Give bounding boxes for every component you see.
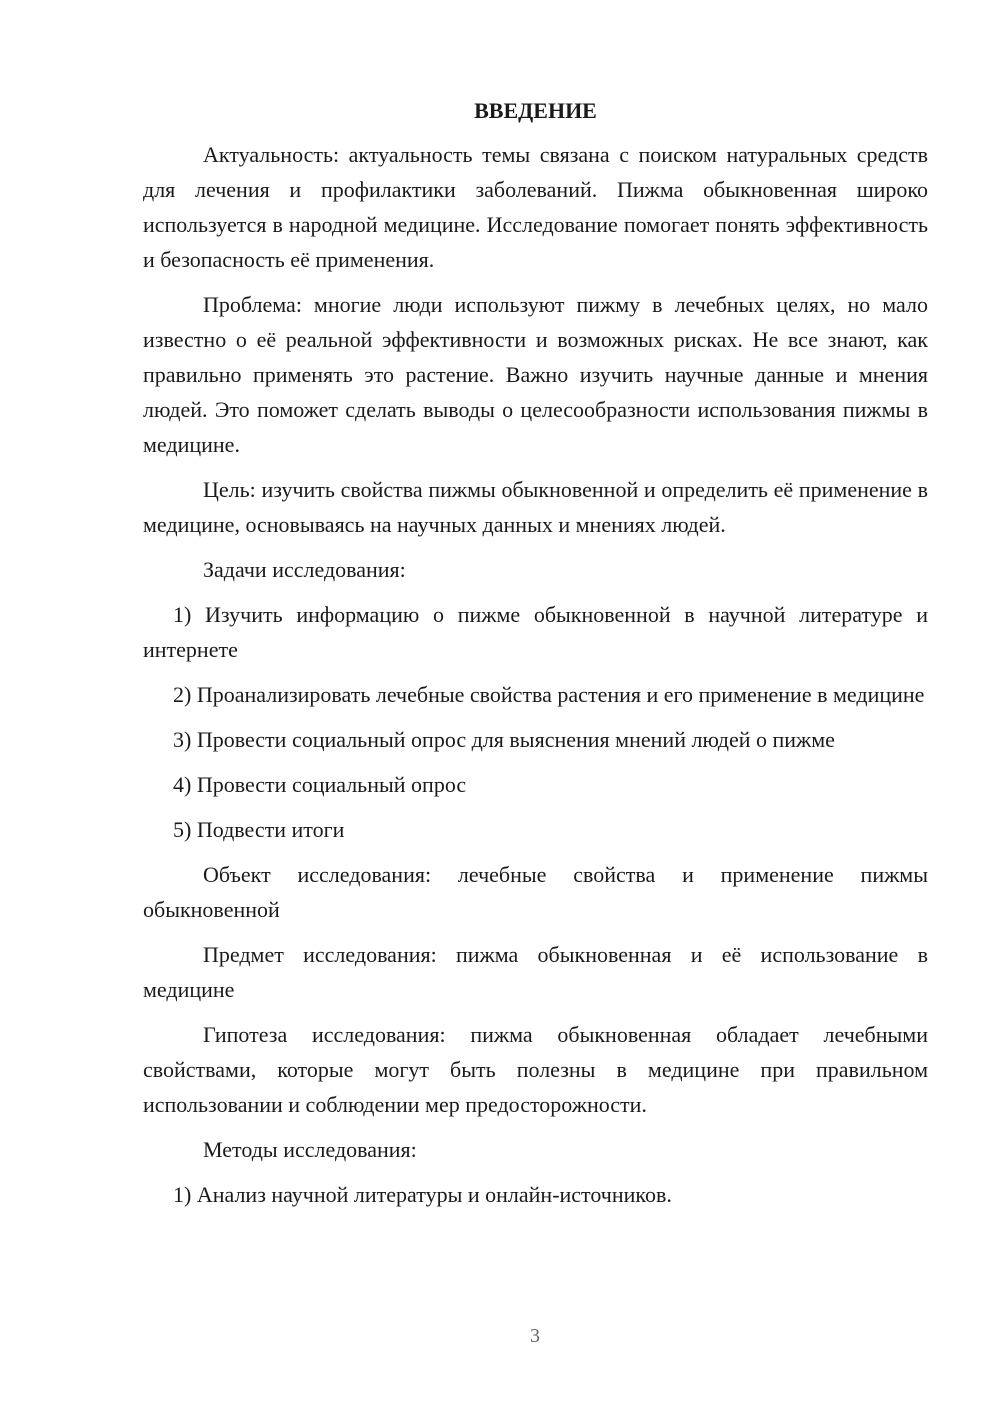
paragraph-hypothesis: Гипотеза исследования: пижма обыкновенная обладает лечебными свойствами, которые могут быть полезны в медицине при правильном использовании и соблюдении мер предосторожности. bbox=[143, 1022, 928, 1117]
paragraph-tasks-heading: Задачи исследования: bbox=[203, 557, 406, 582]
paragraph-methods-heading: Методы исследования: bbox=[203, 1137, 417, 1162]
paragraph-subject: Предмет исследования: пижма обыкновенная и её использование в медицине bbox=[143, 942, 928, 1002]
list-item-method-1: 1) Анализ научной литературы и онлайн-источников. bbox=[173, 1182, 672, 1207]
paragraph-problem: Проблема: многие люди используют пижму в лечебных целях, но мало известно о её реальной эффективности и возможных рисках. Не все знают, как правильно применять это растение. Важно изучить научные данные и мнения людей. Это поможет сделать выводы о целесообразности использования пижмы в медицине. bbox=[143, 292, 928, 457]
section-title: ВВЕДЕНИЕ bbox=[474, 98, 597, 123]
list-item-task-3: 3) Провести социальный опрос для выяснения мнений людей о пижме bbox=[173, 727, 835, 752]
paragraph-object: Объект исследования: лечебные свойства и применение пижмы обыкновенной bbox=[143, 862, 928, 922]
page-number: 3 bbox=[530, 1325, 540, 1347]
document-page bbox=[143, 95, 928, 1222]
paragraph-relevance: Актуальность: актуальность темы связана с поиском натуральных средств для лечения и профилактики заболеваний. Пижма обыкновенная широко используется в народной медицине. Исследование помогает понять эффективность и безопасность её применения. bbox=[143, 142, 928, 272]
paragraph-goal: Цель: изучить свойства пижмы обыкновенной и определить её применение в медицине, основываясь на научных данных и мнениях людей. bbox=[143, 477, 928, 537]
list-item-task-5: 5) Подвести итоги bbox=[173, 817, 345, 842]
list-item-task-2: 2) Проанализировать лечебные свойства растения и его применение в медицине bbox=[173, 682, 925, 707]
list-item-task-1: 1) Изучить информацию о пижме обыкновенной в научной литературе и интернете bbox=[143, 602, 928, 662]
list-item-task-4: 4) Провести социальный опрос bbox=[173, 772, 467, 797]
